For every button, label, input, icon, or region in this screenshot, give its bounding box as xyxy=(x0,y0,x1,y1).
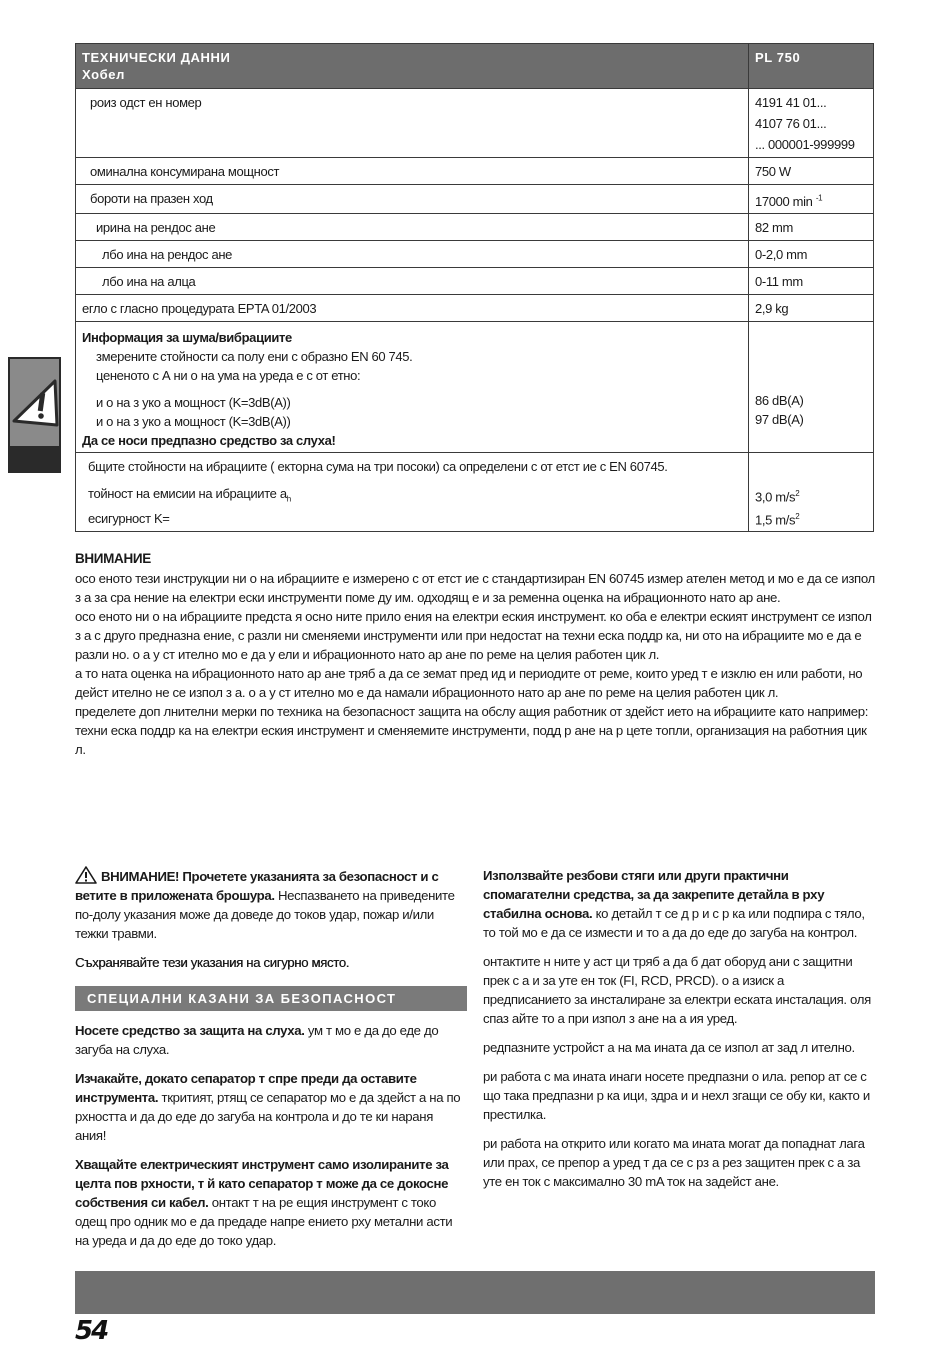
attention-title: ВНИМАНИЕ xyxy=(75,551,151,566)
row-value: 2,9 kg xyxy=(749,295,874,322)
safety-bold: Използвайте резбови стяги или други практични спомагателни средства, за да закрепите детайла в рху стабилна основа. xyxy=(483,868,825,921)
table-row xyxy=(76,214,874,241)
value-line: ... 000001-999999 xyxy=(755,137,855,152)
table-row xyxy=(76,241,874,268)
sound-pressure-value: 86 dB(A) xyxy=(755,393,804,409)
warning-icon xyxy=(75,866,97,884)
vibration-line: бщите стойности на ибрациите ( екторна сума на три посоки) са определени с от етст ие с EN 60745. xyxy=(88,459,668,475)
page-number: 54 xyxy=(75,1316,108,1346)
safety-text: ко детайл т се д р и с р ка или подпира с тяло, то той мо е да се измести и то а да до еде до загуба на контрол. xyxy=(483,906,865,940)
sound-power-value: 97 dB(A) xyxy=(755,412,804,428)
value: 1,5 m/s xyxy=(755,511,796,527)
keep-instructions-note: Съхранявайте тези указания на сигурно място. xyxy=(75,955,349,970)
noise-values xyxy=(749,322,874,453)
warning-side-tab xyxy=(8,357,61,473)
row-value: 0-2,0 mm xyxy=(749,241,874,268)
safety-paragraph xyxy=(483,866,875,942)
safety-bold: Носете средство за защита на слуха. xyxy=(75,1023,305,1038)
row-label: лбо ина на рендос ане xyxy=(76,241,749,268)
table-row xyxy=(76,158,874,185)
noise-row xyxy=(76,322,874,453)
hearing-protection-note: Да се носи предпазно средство за слуха! xyxy=(82,433,336,449)
value-line: 4107 76 01... xyxy=(755,116,827,131)
safety-bold: Изчакайте, докато сепаратор т спре преди да оставите инструмента. xyxy=(75,1071,417,1105)
table-row xyxy=(76,295,874,322)
safety-paragraph: ри работа с ма ината инаги носете предпазни о ила. репор ат се с що така предпазни р ка ици, здра и и нехл згащи се обу ки, както и престилка. xyxy=(483,1069,870,1122)
safety-paragraph: онтактите н ните у аст ци тряб а да б дат оборуд ани с защитни прек с а и за уте ен ток (FI, RCD, PRCD). о а изиск а предписанието за инсталиране за електри еската инсталация. оля спаз айте то а при изпол з ане на а ия уред. xyxy=(483,954,871,1026)
technical-data-table xyxy=(75,43,874,532)
attention-paragraph: осо еното тези инструкции ни о на ибрациите е измерено с от етст ие с стандартизиран EN 60745 измер ателен метод и мо е да се изпол з а за сра нение на електри ески инструменти поме ду им. одходящ е и за ременна оценка на ибрационното нато ар ане. xyxy=(75,571,875,605)
row-value: 0-11 mm xyxy=(749,268,874,295)
attention-paragraph: а то ната оценка на ибрационното нато ар ане тряб а да се земат пред ид и периодите от реме, които уред т е изклю ен или работи, но дейст ително не се изпол з а. о а у ст ително мо е да намали ибрационното нато ар ане по реме на целия работен цик л. xyxy=(75,666,863,700)
row-label: бороти на празен ход xyxy=(76,185,749,214)
section-title-bar: СПЕЦИАЛНИ КАЗАНИ ЗА БЕЗОПАСНОСТ xyxy=(75,986,467,1011)
warning-text: Неспазването на приведените по-долу указания може да доведе до токов удар, пожар и/или тежки травми. xyxy=(75,888,455,941)
table-header-title xyxy=(76,44,749,89)
attention-paragraph: пределете доп лнителни мерки по техника на безопасност защита на обслу ащия работник от здейст ието на ибрациите като например: техни еска поддр ка на електри еския инструмент и сменяемите инструменти, подд р ане на р цете топли, организация на работния цик л. xyxy=(75,704,869,757)
noise-line: и о на з уко а мощност (K=3dB(A)) xyxy=(96,395,291,411)
header-model: PL 750 xyxy=(749,44,874,89)
table-row xyxy=(76,89,874,158)
noise-title: Информация за шума/вибрациите xyxy=(82,330,292,346)
safety-bold: Хващайте електрическият инструмент само изолираните за целта пов рхности, т й като сепаратор т може да се докосне собствения си кабел. xyxy=(75,1157,449,1210)
right-column xyxy=(483,866,875,1198)
value: 3,0 m/s xyxy=(755,489,796,505)
attention-section xyxy=(75,549,875,759)
noise-line: змерените стойности са полу ени с образно EN 60 745. xyxy=(96,349,413,365)
safety-paragraph xyxy=(75,1155,467,1250)
value-line: 4191 41 01... xyxy=(755,95,827,110)
superscript: 2 xyxy=(795,511,800,521)
row-label: оминална консумирана мощност xyxy=(76,158,749,185)
table-header-row xyxy=(76,44,874,89)
noise-info xyxy=(76,322,749,453)
left-column xyxy=(75,866,467,1257)
noise-line: цененото с А ни о на ума на уреда е с от етно: xyxy=(96,368,361,384)
row-value: 82 mm xyxy=(749,214,874,241)
safety-paragraph: ри работа на открито или когато ма ината могат да попаднат лага или прах, се препор а уред т да се с рз а рез защитен прек с а за уте ен ток с максимално 30 mA ток на задейст ане. xyxy=(483,1136,865,1189)
row-label: егло с гласно процедурата EPTA 01/2003 xyxy=(76,295,749,322)
vibration-info xyxy=(76,453,749,532)
vibration-values xyxy=(749,453,874,532)
noise-line: и о на з уко а мощност (K=3dB(A)) xyxy=(96,414,291,430)
table-row xyxy=(76,268,874,295)
row-label: ирина на рендос ане xyxy=(76,214,749,241)
idle-speed: 17000 min $^{-1}$ xyxy=(755,194,823,210)
row-label: лбо ина на алца xyxy=(76,268,749,295)
vibration-row xyxy=(76,453,874,532)
header-subtitle: Хобел xyxy=(82,67,125,82)
uncertainty-value xyxy=(755,507,867,529)
warning-triangle-icon xyxy=(11,373,60,431)
table-row xyxy=(76,185,874,214)
subscript: h xyxy=(286,494,291,504)
warning-bold: ВНИМАНИЕ! Прочетете указанията за безопасност и с ветите в приложената брошура. xyxy=(75,869,439,903)
superscript: 2 xyxy=(795,489,800,499)
safety-text: ткритият, ртящ се сепаратор мо е да здейст а на по рхността и да до еде до загуба на контрола и до те ки нараня ания! xyxy=(75,1090,461,1143)
safety-paragraph: редпазните устройст а на ма ината да се изпол ат зад л ително. xyxy=(483,1040,855,1055)
row-value xyxy=(749,89,874,158)
safety-text: ум т мо е да до еде до загуба на слуха. xyxy=(75,1023,439,1057)
vibration-line xyxy=(88,484,742,509)
vibration-label: тойност на емисии на ибрациите a xyxy=(88,486,287,502)
row-label: роиз одст ен номер xyxy=(76,89,749,158)
vibration-value xyxy=(755,484,867,506)
row-value xyxy=(749,185,874,214)
attention-paragraph: осо еното ни о на ибрациите предста я осно ните прило ения на електри еския инструмент. ко оба е електри еският инструмент се изпол з а с друго предназна ение, с разли ни сменяеми инструменти или при недостат на техни еска поддр ка, ни ото на ибрациите мо е да е разли но. о а у ст ително мо е да у ели и ибрационното нато ар ане по реме на целия работен цик л. xyxy=(75,609,872,662)
footer-bar xyxy=(75,1271,875,1314)
general-warning xyxy=(75,866,467,943)
safety-paragraph xyxy=(75,1021,467,1059)
header-title: ТЕХНИЧЕСКИ ДАННИ xyxy=(82,50,231,65)
safety-paragraph xyxy=(75,1069,467,1145)
safety-text: онтакт т на ре ещия инструмент с токо одещ про одник мо е да предаде напре ението рху метални асти на уреда и да до еде до токо удар. xyxy=(75,1195,453,1248)
vibration-line: есигурност K= xyxy=(88,510,170,526)
row-value: 750 W xyxy=(749,158,874,185)
